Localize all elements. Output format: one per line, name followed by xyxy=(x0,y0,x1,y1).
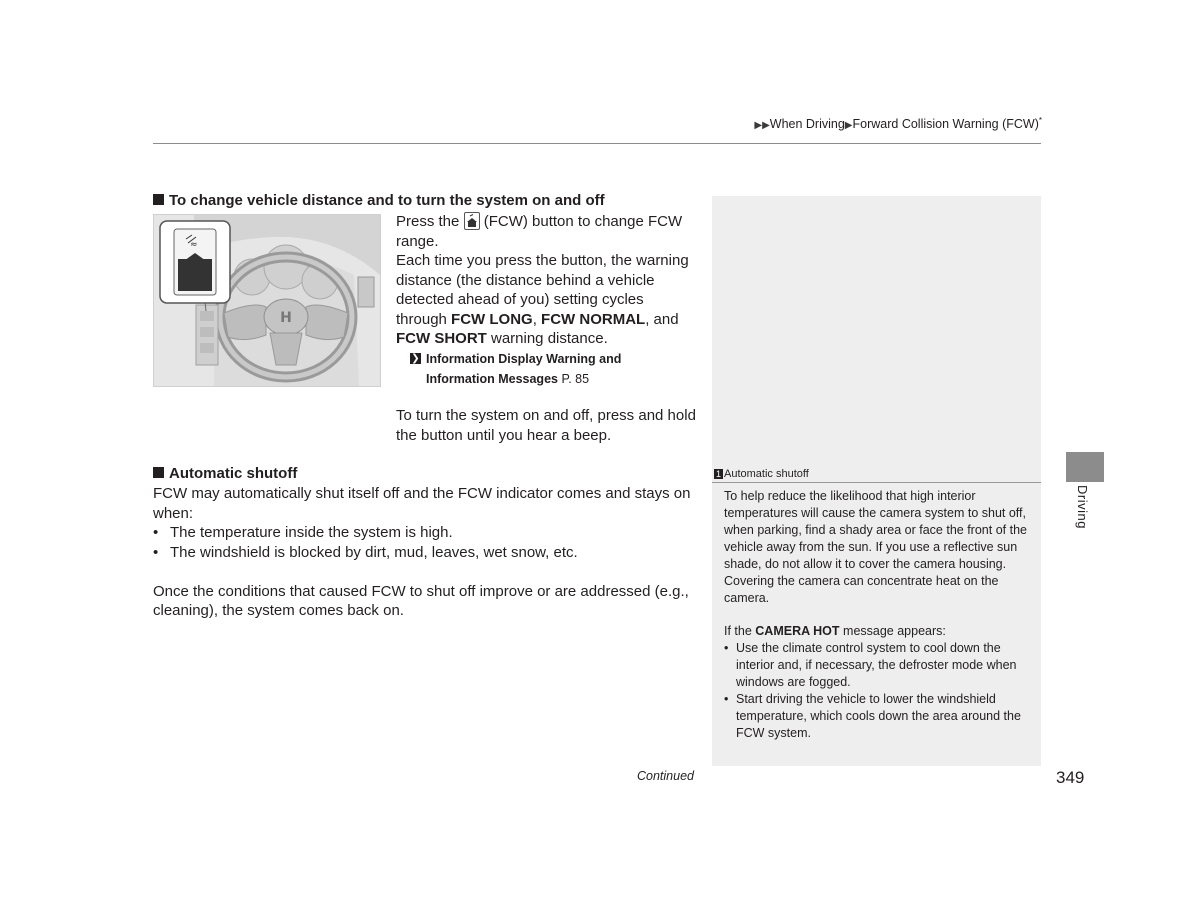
section-square-icon xyxy=(153,467,164,478)
note-paragraph-shade: To help reduce the likelihood that high interior temperatures will cause the camera system to shut off, when parking, find a shady area or face the front of the vehicle away from the sun. If you use a reflective sun shade, do not allow it to cover the camera housing. Covering the camera can concentrate heat on the camera. xyxy=(724,489,1027,605)
list-item: • Start driving the vehicle to lower the windshield temperature, which cools down the area around the FCW system. xyxy=(724,691,1034,742)
svg-text:H: H xyxy=(280,310,292,326)
list-item: • The windshield is blocked by dirt, mud, leaves, wet snow, etc. xyxy=(153,543,693,563)
optional-equipment-mark: * xyxy=(1038,116,1042,125)
steering-wheel-illustration xyxy=(154,215,380,386)
dashboard-illustration xyxy=(153,214,381,387)
turn-on-off-paragraph: To turn the system on and off, press and hold the button until you hear a beep. xyxy=(396,407,696,444)
chapter-tab[interactable] xyxy=(1066,452,1104,482)
list-item: • Use the climate control system to cool down the interior and, if necessary, the defroster mode when windows are fogged. xyxy=(724,640,1034,691)
shutoff-paragraph: FCW may automatically shut itself off and the FCW indicator comes and stays on when: • The temperature inside the system is high. • The windshield is blocked by dirt, mud, leaves, wet snow, etc. Once the conditions that caused FCW to shut off improve or are addressed (e.g., cleaning), the system comes back on. xyxy=(153,484,693,621)
breadcrumb xyxy=(754,116,1042,131)
camera-hot-actions-list xyxy=(724,640,1034,742)
fcw-normal-option: FCW NORMAL xyxy=(541,310,646,328)
note-number-badge: 1 xyxy=(716,469,722,479)
note-rule xyxy=(712,482,1041,483)
breadcrumb-item-fcw[interactable]: Forward Collision Warning (FCW) xyxy=(852,117,1039,132)
fcw-button-icon xyxy=(464,212,480,230)
page-number: 349 xyxy=(1056,768,1085,787)
shutoff-conditions-list xyxy=(153,523,693,562)
xref-information-messages[interactable]: ❯ Information Display Warning and Information Messages P. 85 xyxy=(411,351,622,386)
chapter-tab-label: Driving xyxy=(1075,485,1090,529)
triangle-right-icon: ▶ xyxy=(844,120,853,132)
breadcrumb-item-when-driving[interactable]: When Driving xyxy=(769,117,845,132)
note-label: 1 Automatic shutoff xyxy=(716,468,809,480)
fcw-long-option: FCW LONG xyxy=(451,310,533,328)
triangle-right-icon: ▶▶ xyxy=(754,120,770,132)
header-rule xyxy=(153,143,1041,144)
section-title-change-distance: To change vehicle distance and to turn the system on and off xyxy=(153,192,605,209)
xref-arrow-icon: ❯ xyxy=(411,352,420,364)
camera-hot-message: CAMERA HOT xyxy=(755,624,840,638)
fcw-range-paragraph: Press the (FCW) button to change FCW range. Each time you press the button, the warning distance (the distance behind a vehicle detected ahead of you) setting cycles through FCW LONG, FCW NORMAL, and FCW SHORT warning distance. ❯ Information Display Warning and Information Messages P. 85 xyxy=(396,212,696,389)
section-square-icon xyxy=(153,194,164,205)
continued-label: Continued xyxy=(637,769,694,783)
list-item: • The temperature inside the system is high. xyxy=(153,523,693,543)
svg-text:≈: ≈ xyxy=(190,240,198,250)
note-camera-hot: If the CAMERA HOT message appears: • Use the climate control system to cool down the interior and, if necessary, the defroster mode when windows are fogged. • Start driving the vehicle to lower the windshield temperature, which cools down the area around the FCW system. xyxy=(724,623,1034,742)
section-title-automatic-shutoff: Automatic shutoff xyxy=(153,465,297,482)
fcw-short-option: FCW SHORT xyxy=(396,330,487,347)
